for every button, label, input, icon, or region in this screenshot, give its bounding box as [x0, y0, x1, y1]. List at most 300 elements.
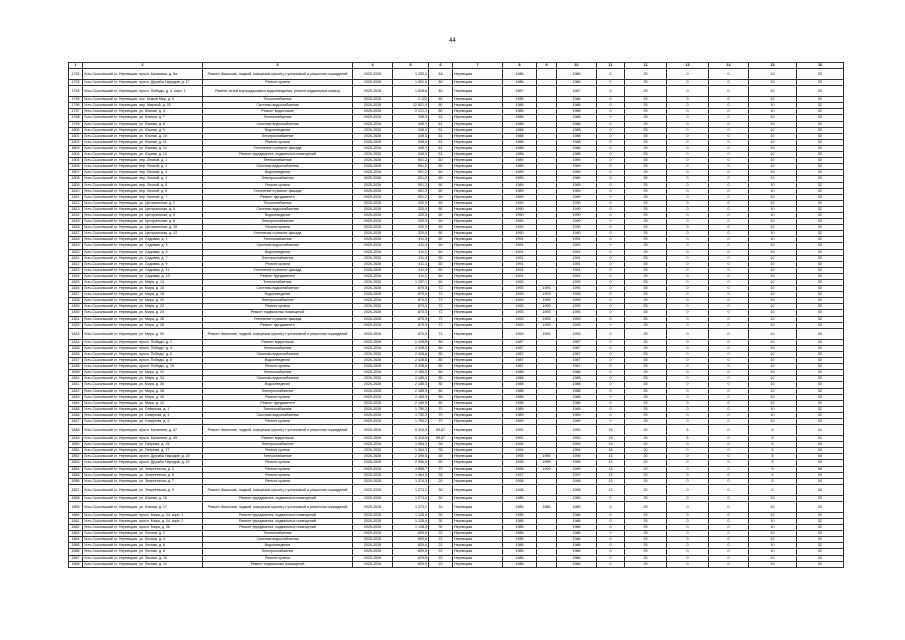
table-cell: 1858: [69, 495, 83, 501]
header-cell: 3: [203, 63, 353, 69]
table-cell: 0: [667, 364, 709, 370]
table-cell: 1993: [537, 292, 557, 298]
table-cell: 1839: [69, 370, 83, 376]
table-cell: 52: [797, 280, 844, 286]
table-cell: 25: [625, 170, 667, 176]
table-cell: 0: [709, 139, 749, 145]
table-cell: 2025-2026: [353, 194, 393, 200]
table-cell: 2025-2026: [353, 127, 393, 133]
table-cell: 25: [625, 80, 667, 86]
table-cell: Ремонт кровли: [203, 182, 353, 188]
table-cell: 1986: [557, 525, 597, 531]
table-cell: Нерпецкая: [453, 418, 503, 424]
table-cell: 1993: [537, 286, 557, 292]
table-cell: Усть-Сысольский ст. Нерпецкая, ул. Лесная, д. 12: [83, 561, 203, 567]
table-cell: 20: [625, 478, 667, 484]
table-cell: 0: [597, 219, 625, 225]
table-cell: 25: [625, 69, 667, 80]
table-cell: 25: [625, 501, 667, 512]
table-cell: 1985: [503, 495, 537, 501]
table-cell: 0: [597, 501, 625, 512]
table-cell: 10: [749, 231, 797, 237]
table-cell: 1993: [503, 286, 537, 292]
table-cell: 61: [429, 121, 453, 127]
table-cell: Усть-Сысольский ст. Нерпецкая, ул. Энергетиков, д. 7: [83, 478, 203, 484]
table-cell: Ремонт фундамента, подвальных помещений: [203, 525, 353, 531]
table-cell: 1862: [69, 525, 83, 531]
table-cell: 1986: [557, 69, 597, 80]
table-cell: 0: [709, 194, 749, 200]
table-cell: Нерпецкая: [453, 176, 503, 182]
table-cell: 870,5: [393, 316, 429, 322]
table-cell: Нерпецкая: [453, 115, 503, 121]
table-cell: Ремонт кровли: [203, 139, 353, 145]
table-cell: 0: [709, 176, 749, 182]
table-cell: Теплоснабжение: [203, 200, 353, 206]
table-cell: 0: [709, 394, 749, 400]
table-cell: 0: [597, 339, 625, 345]
table-cell: 1990: [503, 219, 537, 225]
table-cell: 5: [749, 478, 797, 484]
table-cell: Усть-Сысольский ст. Нерпецкая, просп. Дружбы Народов, д. 17: [83, 80, 203, 86]
table-cell: 1 237,1: [393, 280, 429, 286]
table-cell: 10: [749, 243, 797, 249]
table-cell: 52: [797, 152, 844, 158]
table-cell: 411,4: [393, 243, 429, 249]
table-cell: Усть-Сысольский ст. Нерпецкая, ул. Мира, д. 28: [83, 322, 203, 328]
table-cell: Нерпецкая: [453, 273, 503, 279]
table-cell: [537, 69, 557, 80]
table-cell: 1999: [557, 466, 597, 472]
table-cell: 0: [667, 310, 709, 316]
table-cell: 0: [709, 501, 749, 512]
table-cell: 60: [429, 273, 453, 279]
table-cell: 80: [429, 339, 453, 345]
table-cell: 0: [597, 80, 625, 86]
table-cell: 61: [429, 127, 453, 133]
table-cell: 52: [797, 86, 844, 97]
table-cell: 52: [797, 298, 844, 304]
table-cell: 60: [429, 200, 453, 206]
table-cell: 25: [625, 286, 667, 292]
table-cell: Нерпецкая: [453, 121, 503, 127]
table-cell: Водоотведение: [203, 170, 353, 176]
table-cell: 60: [429, 267, 453, 273]
table-cell: Ремонт фундамента, подвальных помещений: [203, 512, 353, 518]
table-cell: 0: [597, 176, 625, 182]
table-cell: 1866: [69, 549, 83, 555]
table-cell: 2 121,1: [393, 109, 429, 115]
table-cell: 1850: [69, 442, 83, 448]
table-cell: Нерпецкая: [453, 555, 503, 561]
table-cell: 25: [625, 212, 667, 218]
table-cell: 0: [667, 322, 709, 328]
table-cell: 0: [597, 170, 625, 176]
table-cell: 1993: [503, 328, 537, 339]
table-cell: 72: [429, 292, 453, 298]
table-cell: Ремонт кровли: [203, 460, 353, 466]
table-cell: 1985: [503, 501, 537, 512]
table-cell: 52: [797, 231, 844, 237]
table-cell: 0: [597, 152, 625, 158]
table-cell: 2025-2026: [353, 69, 393, 80]
table-cell: 0: [597, 543, 625, 549]
table-cell: Усть-Сысольский ст. Нерпецкая, просп. Мира, д. 34, корп. 2: [83, 519, 203, 525]
table-cell: 10: [749, 310, 797, 316]
table-cell: 2025-2026: [353, 472, 393, 478]
table-cell: 2025-2026: [353, 328, 393, 339]
table-cell: 501,2: [393, 170, 429, 176]
table-cell: 2025-2026: [353, 454, 393, 460]
table-cell: Утепление и ремонт фасада: [203, 145, 353, 151]
table-cell: Усть-Сысольский ст. Нерпецкая, ул. Южная, д. 11: [83, 139, 203, 145]
table-cell: 52: [797, 555, 844, 561]
table-cell: 1853: [69, 460, 83, 466]
table-cell: 1989: [557, 188, 597, 194]
table-cell: 0: [667, 255, 709, 261]
table-cell: 0: [597, 243, 625, 249]
table-cell: 0: [597, 273, 625, 279]
table-cell: 1967: [503, 86, 537, 97]
table-cell: 1988: [503, 388, 537, 394]
table-cell: 10: [749, 86, 797, 97]
table-cell: 1816: [69, 225, 83, 231]
table-cell: 0: [709, 80, 749, 86]
table-cell: 1860: [69, 512, 83, 518]
table-cell: 25: [625, 345, 667, 351]
table-cell: Нерпецкая: [453, 219, 503, 225]
table-cell: 0: [667, 194, 709, 200]
table-cell: 60: [429, 164, 453, 170]
table-cell: 1833: [69, 328, 83, 339]
table-cell: 1993: [537, 298, 557, 304]
table-cell: 10: [749, 549, 797, 555]
table-cell: Водоотведение: [203, 382, 353, 388]
table-cell: Нерпецкая: [453, 412, 503, 418]
table-cell: 60: [429, 212, 453, 218]
table-cell: 52: [797, 267, 844, 273]
table-cell: 0: [709, 152, 749, 158]
table-cell: 20: [625, 442, 667, 448]
table-cell: Усть-Сысольский ст. Нерпецкая, ул. Центральная, д. 8: [83, 219, 203, 225]
table-cell: Нерпецкая: [453, 249, 503, 255]
table-cell: 0: [667, 261, 709, 267]
table-cell: 10: [749, 176, 797, 182]
table-cell: 52: [797, 400, 844, 406]
table-cell: 10: [749, 97, 797, 103]
table-cell: 0: [709, 292, 749, 298]
table-cell: 1993: [557, 298, 597, 304]
table-cell: 1 750,2: [393, 406, 429, 412]
table-cell: 0: [667, 273, 709, 279]
table-cell: 870,5: [393, 304, 429, 310]
table-cell: 0: [667, 442, 709, 448]
table-cell: Усть-Сысольский ст. Нерпецкая, ул. Мира, д. 42: [83, 400, 203, 406]
table-cell: Ремонт водостоков: [203, 339, 353, 345]
table-cell: 10: [749, 273, 797, 279]
table-cell: Усть-Сысольский ст. Нерпецкая, ул. Мира, д. 22: [83, 304, 203, 310]
table-cell: 13: [597, 460, 625, 466]
table-cell: 320,0: [393, 225, 429, 231]
table-cell: 829,6: [393, 555, 429, 561]
table-cell: 0: [667, 351, 709, 357]
table-cell: 10: [749, 370, 797, 376]
table-cell: 1989: [503, 182, 537, 188]
table-cell: 0: [597, 261, 625, 267]
table-cell: 10: [749, 400, 797, 406]
table-cell: Усть-Сысольский ст. Нерпецкая, ул. Садовая, д. 9: [83, 261, 203, 267]
table-cell: 10: [749, 388, 797, 394]
table-cell: 52: [797, 304, 844, 310]
table-cell: 2025-2026: [353, 436, 393, 442]
table-cell: 52: [797, 339, 844, 345]
table-cell: 1991: [503, 267, 537, 273]
table-cell: 2025-2026: [353, 298, 393, 304]
table-cell: 60: [429, 249, 453, 255]
table-cell: 0: [597, 531, 625, 537]
table-cell: 411,4: [393, 261, 429, 267]
table-cell: 1986: [503, 80, 537, 86]
table-cell: Нерпецкая: [453, 425, 503, 436]
table-cell: 1855: [69, 472, 83, 478]
table-cell: 25: [625, 561, 667, 567]
header-cell: 9: [537, 63, 557, 69]
table-cell: 20: [625, 466, 667, 472]
table-cell: 0: [667, 555, 709, 561]
table-cell: 10: [749, 103, 797, 109]
table-cell: 13: [597, 466, 625, 472]
table-cell: 1856: [69, 478, 83, 484]
table-cell: 1991: [503, 243, 537, 249]
table-cell: 10: [749, 255, 797, 261]
table-cell: 870,5: [393, 292, 429, 298]
table-cell: Ремонт фундамента, подвальных помещений: [203, 519, 353, 525]
table-cell: 60: [429, 188, 453, 194]
table-row: [69, 328, 844, 339]
table-cell: 0: [667, 121, 709, 127]
table-cell: 52: [797, 261, 844, 267]
table-cell: 0: [667, 512, 709, 518]
table-cell: 1832: [69, 322, 83, 328]
table-cell: 0: [597, 364, 625, 370]
table-cell: 1865: [69, 543, 83, 549]
table-cell: Утепление и ремонт фасада: [203, 267, 353, 273]
table-row: [69, 69, 844, 80]
table-row: [69, 454, 844, 460]
table-cell: 60: [429, 255, 453, 261]
table-cell: 0: [597, 376, 625, 382]
table-cell: 25: [625, 525, 667, 531]
table-cell: Ремонт фундамента, подвальных помещений: [203, 495, 353, 501]
table-cell: 2 185,5: [393, 394, 429, 400]
table-cell: 1988: [503, 370, 537, 376]
table-cell: 2025-2026: [353, 170, 393, 176]
table-cell: 54: [797, 478, 844, 484]
table-cell: 2 428,8: [393, 339, 429, 345]
table-cell: 0: [709, 512, 749, 518]
table-cell: 0: [709, 358, 749, 364]
table-cell: 52: [797, 388, 844, 394]
table-cell: 52: [797, 219, 844, 225]
table-cell: 1995: [557, 460, 597, 466]
table-cell: 1991: [503, 273, 537, 279]
table-cell: 0: [667, 231, 709, 237]
table-cell: 15: [597, 442, 625, 448]
table-cell: 25: [625, 555, 667, 561]
table-cell: 22: [429, 561, 453, 567]
table-cell: 0: [709, 555, 749, 561]
table-cell: 60: [429, 158, 453, 164]
table-cell: 0: [597, 86, 625, 97]
table-cell: Усть-Сысольский ст. Нерпецкая, ул. Южная, д. 17: [83, 501, 203, 512]
table-cell: 10: [749, 115, 797, 121]
table-cell: 0: [709, 109, 749, 115]
table-cell: 80: [429, 109, 453, 115]
table-cell: 10: [749, 164, 797, 170]
table-cell: 1842: [69, 388, 83, 394]
table-row: [69, 501, 844, 512]
table-cell: 25: [625, 152, 667, 158]
table-cell: 1988: [503, 121, 537, 127]
table-cell: 1991: [503, 261, 537, 267]
table-cell: 1 128,4: [393, 525, 429, 531]
table-cell: Ремонт фундамента: [203, 400, 353, 406]
table-cell: 0: [597, 382, 625, 388]
table-cell: 1997: [557, 472, 597, 478]
table-cell: 20: [429, 478, 453, 484]
table-cell: 25: [625, 194, 667, 200]
table-cell: 10: [749, 418, 797, 424]
table-cell: 1988: [503, 400, 537, 406]
table-cell: Усть-Сысольский ст. Нерпецкая, просп. Победы, д. 10: [83, 364, 203, 370]
table-cell: 2025-2026: [353, 448, 393, 454]
table-cell: Усть-Сысольский ст. Нерпецкая, ул. Центральная, д. 10: [83, 225, 203, 231]
table-cell: 320,0: [393, 231, 429, 237]
table-cell: 1991: [557, 249, 597, 255]
table-cell: 10: [749, 412, 797, 418]
table-cell: 1993: [537, 328, 557, 339]
table-cell: 0: [667, 243, 709, 249]
table-cell: 345,0: [393, 133, 429, 139]
table-cell: 1986: [503, 561, 537, 567]
table-cell: Усть-Сысольский ст. Нерпецкая, просп. Калинина, д. 49: [83, 436, 203, 442]
table-cell: 52: [797, 370, 844, 376]
table-cell: 0: [709, 484, 749, 495]
table-cell: Нерпецкая: [453, 322, 503, 328]
table-cell: Нерпецкая: [453, 292, 503, 298]
table-cell: Усть-Сысольский ст. Нерпецкая, ул. Мира, д. 36: [83, 382, 203, 388]
table-cell: 1986: [503, 549, 537, 555]
table-cell: 1994: [503, 448, 537, 454]
table-cell: 1993: [557, 286, 597, 292]
table-cell: Ремонт кровли: [203, 555, 353, 561]
table-cell: 2 428,8: [393, 358, 429, 364]
table-cell: 70: [429, 418, 453, 424]
table-cell: 1988: [557, 152, 597, 158]
table-cell: 2 122: [393, 97, 429, 103]
table-cell: 10: [749, 406, 797, 412]
table-cell: Усть-Сысольский ст. Нерпецкая, ул. Мира, д. 24: [83, 310, 203, 316]
table-cell: 1989: [557, 194, 597, 200]
table-cell: 2025-2026: [353, 442, 393, 448]
table-cell: Нерпецкая: [453, 255, 503, 261]
table-cell: 10: [749, 394, 797, 400]
table-cell: 1991: [557, 261, 597, 267]
table-cell: 1849: [69, 436, 83, 442]
table-cell: Усть-Сысольский ст. Нерпецкая, ул. Центральная, д. 2: [83, 200, 203, 206]
table-cell: 1841: [69, 382, 83, 388]
table-cell: 0: [709, 286, 749, 292]
table-cell: 1 750,2: [393, 418, 429, 424]
table-cell: 0: [597, 388, 625, 394]
table-cell: 1826: [69, 286, 83, 292]
table-cell: 52: [797, 273, 844, 279]
table-cell: 0: [667, 182, 709, 188]
table-cell: 0: [709, 519, 749, 525]
table-cell: 1 273,2: [393, 501, 429, 512]
table-cell: 25: [625, 304, 667, 310]
table-cell: 0: [667, 328, 709, 339]
table-cell: Системы водоснабжения: [203, 121, 353, 127]
table-cell: Усть-Сысольский ст. Нерпецкая, ул. Мира, д. 40: [83, 394, 203, 400]
table-cell: Усть-Сысольский ст. Нерпецкая, ул. Озёрная, д. 15: [83, 442, 203, 448]
table-cell: 1 828,6: [393, 86, 429, 97]
table-cell: 72: [429, 328, 453, 339]
table-cell: 61: [429, 152, 453, 158]
table-cell: 870,5: [393, 286, 429, 292]
table-cell: 52: [797, 328, 844, 339]
table-cell: 20: [625, 454, 667, 460]
table-cell: 10: [749, 555, 797, 561]
table-cell: Нерпецкая: [453, 182, 503, 188]
table-cell: 2025-2026: [353, 412, 393, 418]
table-cell: 1988: [557, 115, 597, 121]
table-cell: 0: [709, 382, 749, 388]
table-cell: 0: [709, 69, 749, 80]
table-cell: Нерпецкая: [453, 537, 503, 543]
table-cell: Нерпецкая: [453, 194, 503, 200]
table-cell: 72: [429, 316, 453, 322]
table-cell: 51: [797, 425, 844, 436]
table-cell: 0: [667, 298, 709, 304]
table-cell: 0: [667, 466, 709, 472]
table-cell: Нерпецкая: [453, 304, 503, 310]
table-cell: Нерпецкая: [453, 466, 503, 472]
table-cell: Усть-Сысольский ст. Нерпецкая, просп. Победы, д. 2: [83, 339, 203, 345]
table-cell: 25: [625, 358, 667, 364]
table-cell: 0: [597, 182, 625, 188]
table-cell: 80: [429, 97, 453, 103]
table-cell: 0: [667, 133, 709, 139]
table-cell: 60: [429, 261, 453, 267]
table-cell: Усть-Сысольский ст. Нерпецкая, ул. Центральная, д. 6: [83, 212, 203, 218]
table-cell: 20: [625, 425, 667, 436]
table-cell: 52: [797, 512, 844, 518]
table-cell: 22: [429, 537, 453, 543]
table-cell: 1988: [557, 139, 597, 145]
table-cell: 1823: [69, 267, 83, 273]
table-cell: Водоотведение: [203, 358, 353, 364]
table-cell: 1989: [557, 164, 597, 170]
table-cell: Электроснабжение: [203, 176, 353, 182]
table-cell: 0: [597, 561, 625, 567]
table-cell: Электроснабжение: [203, 298, 353, 304]
table-cell: Нерпецкая: [453, 298, 503, 304]
table-cell: 25: [625, 418, 667, 424]
table-cell: 1988: [557, 376, 597, 382]
table-cell: 1986: [557, 543, 597, 549]
table-cell: 60: [429, 206, 453, 212]
